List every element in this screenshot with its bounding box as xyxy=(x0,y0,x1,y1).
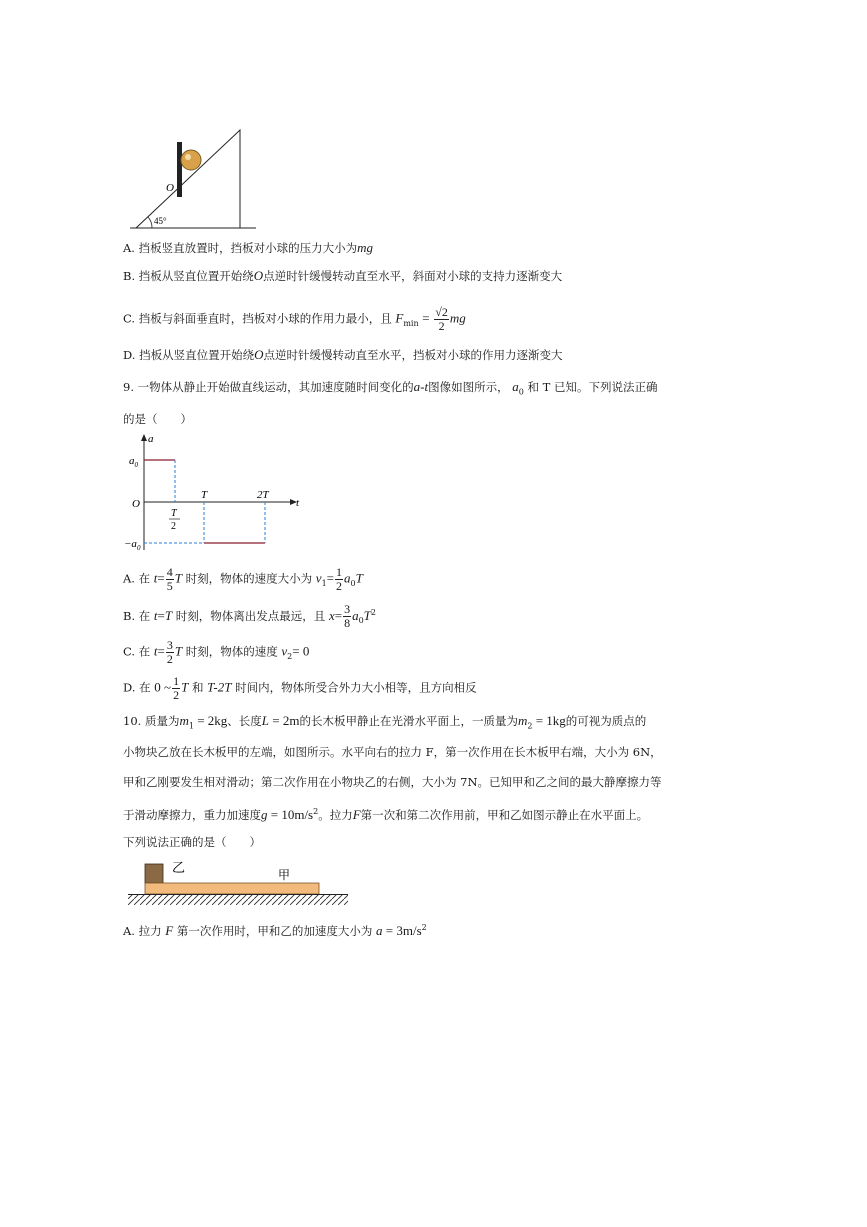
origin-label: O xyxy=(132,498,140,510)
ball xyxy=(181,150,201,170)
q9-option-b: B. 在 t=T 时刻，物体离出发点最远，且 x= $\frac{3}{8}$ $a_0T^2$ xyxy=(123,602,376,631)
q8-option-d: D. 挡板从竖直位置开始绕O点逆时针缓慢转动直至水平，挡板对小球的作用力逐渐变大 xyxy=(123,347,563,362)
q9-option-a: A. 在 t= $\frac{4}{5}$ T 时刻，物体的速度大小为 $v_1=$ $\frac{1}{2}$ $a_0T$ xyxy=(123,565,363,593)
q9-stem-line2: 的是（ ） xyxy=(123,412,192,426)
q8-option-c: C. 挡板与斜面垂直时，挡板对小球的作用力最小，且 $F_{min}$ = $\frac{√2}{2}$ mg xyxy=(123,305,466,333)
board-jia xyxy=(145,883,319,894)
q10-stem-line5: 下列说法正确的是（ ） xyxy=(123,835,261,849)
q9-stem-line1: 9. 一物体从静止开始做直线运动，其加速度随时间变化的a-t图像如图所示， $a_0$ 和 T 已知。下列说法正确 xyxy=(123,379,658,397)
neg-a0-label: $-a_0$ xyxy=(124,538,141,552)
baffle-board xyxy=(177,142,182,197)
a0-label: $a_0$ xyxy=(129,455,138,469)
half-t-num: T xyxy=(171,508,177,519)
q10-option-a: A. 拉力 F 第一次作用时，甲和乙的加速度大小为 $a = 3m/s^2$ xyxy=(123,922,427,938)
q10-stem-line4: 于滑动摩擦力，重力加速度$g = 10m/s^2$。拉力F第一次和第二次作用前，甲和乙如图示静止在水平面上。 xyxy=(123,806,649,822)
q8-option-b: B. 挡板从竖直位置开始绕O点逆时针缓慢转动直至水平，斜面对小球的支持力逐渐变大 xyxy=(123,268,563,283)
block-label: 乙 xyxy=(172,860,186,875)
q9-option-c: C. 在 t= $\frac{3}{2}$ T 时刻，物体的速度 $v_2= 0$ xyxy=(123,638,310,666)
board-label: 甲 xyxy=(278,868,291,882)
at-graph xyxy=(120,432,310,557)
q10-stem-line3: 甲和乙刚要发生相对滑动；第二次作用在小物块乙的右侧，大小为 7N。已知甲和乙之间的最大静摩擦力等 xyxy=(123,775,662,789)
y-axis-label: a xyxy=(148,433,154,445)
q10-stem-line1: 10. 质量为$m_1 = 2kg$、长度L = 2m的长木板甲静止在光滑水平面上，一质量为$m_2 = 1kg$的可视为质点的 xyxy=(123,713,647,731)
q8-option-a: A. 挡板竖直放置时，挡板对小球的压力大小为mg xyxy=(123,240,374,255)
half-t-den: 2 xyxy=(171,521,176,532)
angle-label: 45° xyxy=(154,216,167,226)
t-tick-label: T xyxy=(201,489,208,501)
q10-stem-line2: 小物块乙放在长木板甲的左端，如图所示。水平向右的拉力 F，第一次作用在长木板甲右端，大小为 6N， xyxy=(123,745,662,759)
board-block-figure xyxy=(128,857,353,909)
q9-option-d: D. 在 0 ~ $\frac{1}{2}$ T 和 T-2T 时间内，物体所受合外力大小相等，且方向相反 xyxy=(123,674,477,702)
incline-figure xyxy=(130,125,260,235)
x-axis-label: t xyxy=(296,497,300,509)
point-o-label: O xyxy=(166,182,174,194)
two-t-tick-label: 2T xyxy=(257,489,269,501)
block-yi xyxy=(145,864,163,883)
